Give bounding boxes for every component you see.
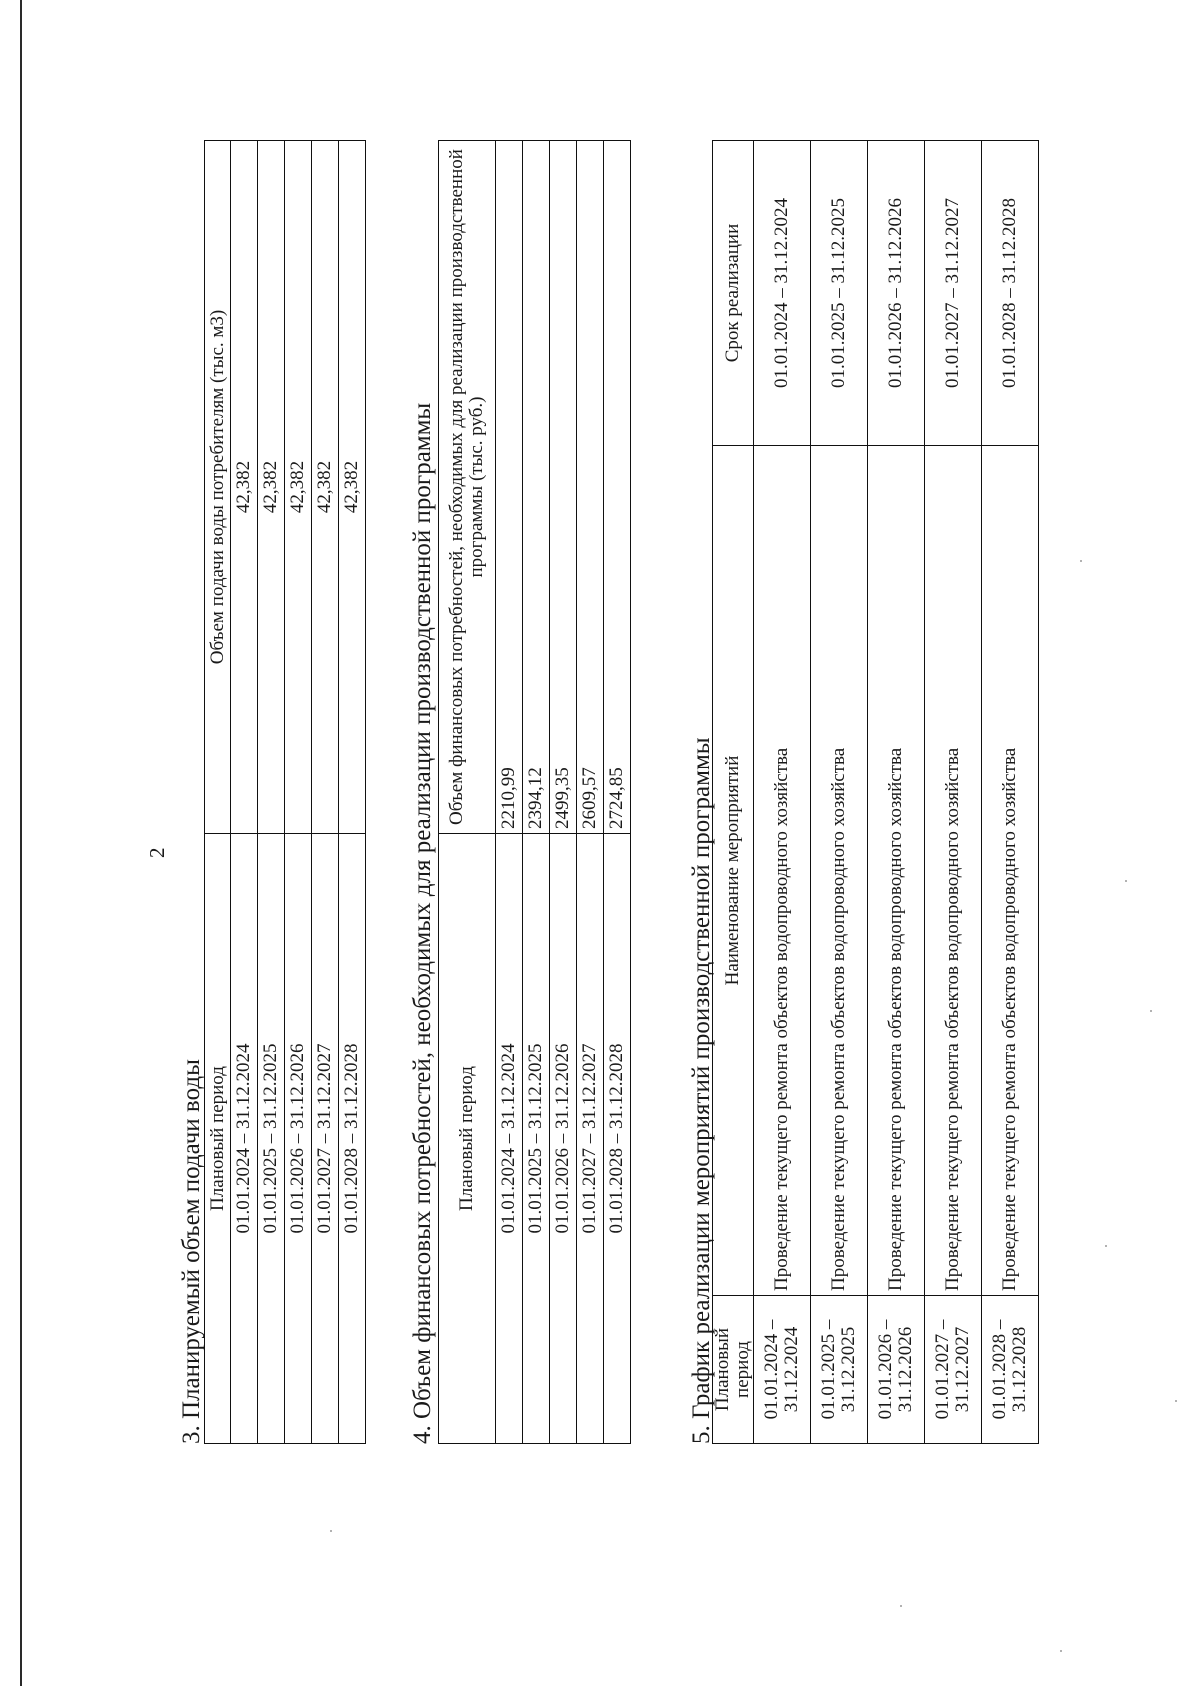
cell-amount: 2724,85 — [604, 141, 631, 834]
cell-activity: Проведение текущего ремонта объектов водопроводного хозяйства — [867, 446, 924, 1296]
table-header-row — [439, 141, 496, 1444]
cell-activity: Проведение текущего ремонта объектов водопроводного хозяйства — [753, 446, 810, 1296]
table-row — [339, 141, 366, 1444]
cell-amount: 2210,99 — [496, 141, 523, 834]
table-row — [924, 141, 981, 1444]
cell-period: 01.01.2026 – 31.12.2026 — [867, 1296, 924, 1444]
scan-speck — [1175, 1400, 1177, 1402]
table-row — [523, 141, 550, 1444]
table-row — [550, 141, 577, 1444]
table-header-row — [205, 141, 231, 1444]
table-row — [312, 141, 339, 1444]
cell-activity: Проведение текущего ремонта объектов водопроводного хозяйства — [924, 446, 981, 1296]
cell-period: 01.01.2024 – 31.12.2024 — [753, 1296, 810, 1444]
financial-needs-table — [438, 140, 631, 1444]
table-row — [753, 141, 810, 1444]
cell-term: 01.01.2024 – 31.12.2024 — [753, 141, 810, 446]
table-row — [258, 141, 285, 1444]
cell-amount: 2499,35 — [550, 141, 577, 834]
cell-period: 01.01.2027 – 31.12.2027 — [312, 834, 339, 1444]
cell-activity: Проведение текущего ремонта объектов водопроводного хозяйства — [810, 446, 867, 1296]
header-implementation-term: Срок реализации — [713, 141, 754, 446]
scan-speck — [330, 1530, 332, 1532]
table-row — [577, 141, 604, 1444]
scan-speck — [1080, 560, 1082, 562]
header-planned-period: Плановый период — [713, 1296, 754, 1444]
cell-period: 01.01.2028 – 31.12.2028 — [981, 1296, 1038, 1444]
header-planned-period: Плановый период — [439, 834, 496, 1444]
page-number: 2 — [145, 847, 169, 858]
cell-period: 01.01.2026 – 31.12.2026 — [285, 834, 312, 1444]
water-supply-table — [204, 140, 366, 1444]
scan-speck — [900, 1605, 902, 1607]
table-row — [810, 141, 867, 1444]
table-header-row — [713, 141, 754, 1444]
scan-speck — [1125, 880, 1127, 882]
cell-term: 01.01.2025 – 31.12.2025 — [810, 141, 867, 446]
cell-period: 01.01.2027 – 31.12.2027 — [577, 834, 604, 1444]
section-3-title: 3. Планируемый объем подачи воды — [178, 1059, 205, 1444]
cell-volume: 42,382 — [258, 141, 285, 834]
table-row — [496, 141, 523, 1444]
table-row — [231, 141, 258, 1444]
table-row — [867, 141, 924, 1444]
cell-period: 01.01.2028 – 31.12.2028 — [604, 834, 631, 1444]
cell-period: 01.01.2024 – 31.12.2024 — [231, 834, 258, 1444]
cell-amount: 2609,57 — [577, 141, 604, 834]
cell-volume: 42,382 — [231, 141, 258, 834]
cell-volume: 42,382 — [312, 141, 339, 834]
header-planned-period: Плановый период — [205, 834, 231, 1444]
cell-period: 01.01.2027 – 31.12.2027 — [924, 1296, 981, 1444]
cell-term: 01.01.2028 – 31.12.2028 — [981, 141, 1038, 446]
cell-period: 01.01.2028 – 31.12.2028 — [339, 834, 366, 1444]
cell-volume: 42,382 — [285, 141, 312, 834]
cell-activity: Проведение текущего ремонта объектов водопроводного хозяйства — [981, 446, 1038, 1296]
cell-volume: 42,382 — [339, 141, 366, 834]
table-row — [981, 141, 1038, 1444]
header-financial-volume: Объем финансовых потребностей, необходимых для реализации производственной программы (тыс. руб.) — [439, 141, 496, 834]
cell-term: 01.01.2027 – 31.12.2027 — [924, 141, 981, 446]
header-water-volume: Объем подачи воды потребителям (тыс. м3) — [205, 141, 231, 834]
table-row — [604, 141, 631, 1444]
header-activity-name: Наименование мероприятий — [713, 446, 754, 1296]
cell-period: 01.01.2024 – 31.12.2024 — [496, 834, 523, 1444]
cell-amount: 2394,12 — [523, 141, 550, 834]
scan-speck — [1150, 1010, 1152, 1012]
cell-period: 01.01.2025 – 31.12.2025 — [258, 834, 285, 1444]
cell-period: 01.01.2025 – 31.12.2025 — [810, 1296, 867, 1444]
section-4-title: 4. Объем финансовых потребностей, необходимых для реализации производственной программы — [409, 402, 436, 1444]
cell-period: 01.01.2026 – 31.12.2026 — [550, 834, 577, 1444]
scan-speck — [1105, 1245, 1107, 1247]
table-row — [285, 141, 312, 1444]
cell-period: 01.01.2025 – 31.12.2025 — [523, 834, 550, 1444]
scan-speck — [1060, 1650, 1062, 1652]
section-5-title: 5. График реализации мероприятий производственной программы — [688, 737, 715, 1444]
activities-schedule-table — [712, 140, 1039, 1444]
cell-term: 01.01.2026 – 31.12.2026 — [867, 141, 924, 446]
